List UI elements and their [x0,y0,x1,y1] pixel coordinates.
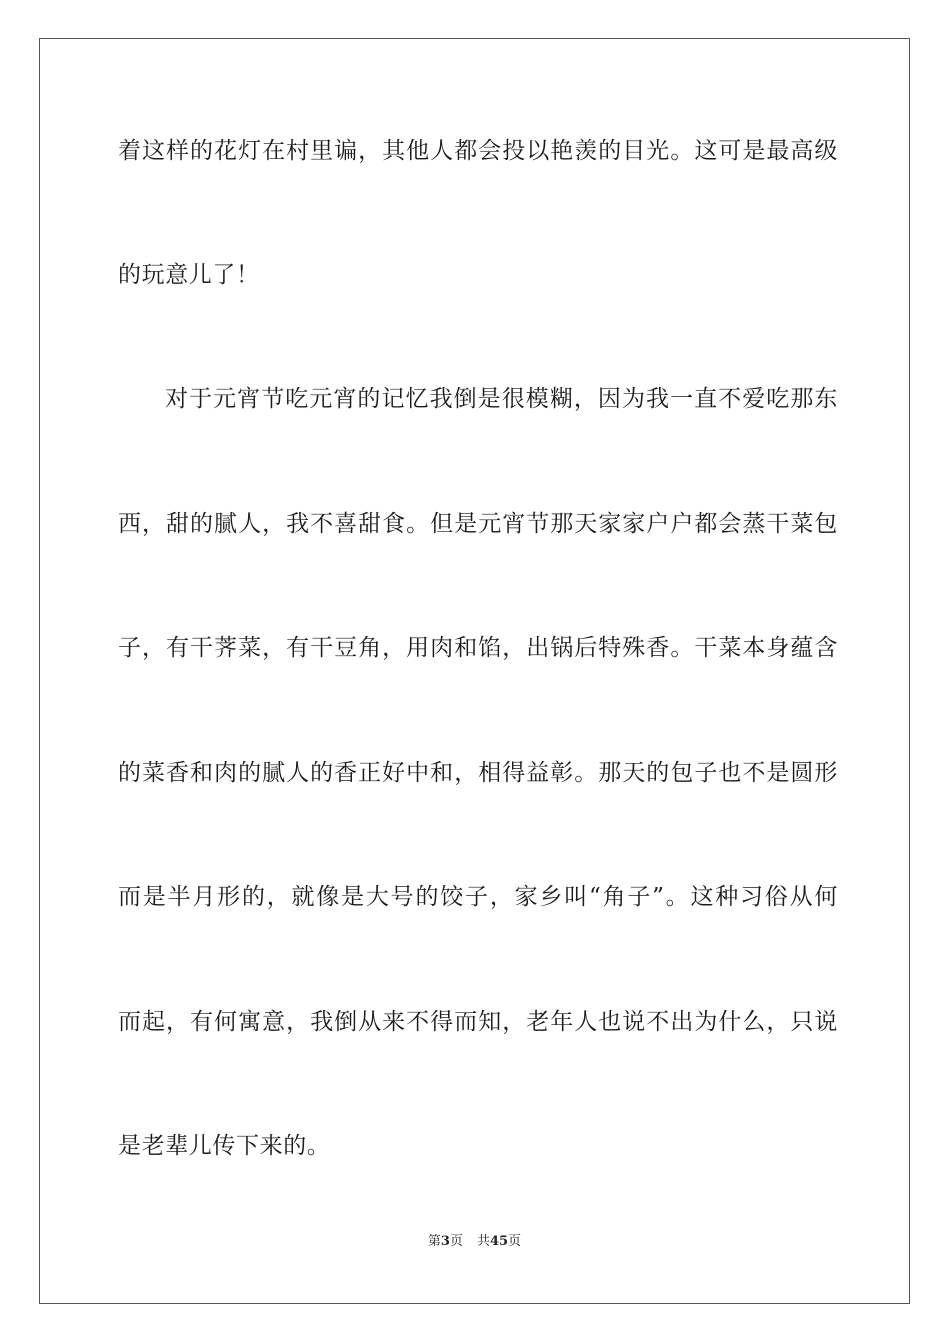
total-prefix: 共 [476,1234,490,1249]
text-line-6: 的菜香和肉的腻人的香正好中和，相得益彰。那天的包子也不是圆形 [118,760,838,786]
text-line-8: 而起，有何寓意，我倒从来不得而知，老年人也说不出为什么，只说 [118,1009,838,1035]
page-footer [40,1234,909,1250]
total-pages: 45 [489,1234,509,1249]
text-line-5: 子，有干荠菜，有干豆角，用肉和馅，出锅后特殊香。干菜本身蕴含 [118,635,838,661]
text-line-1: 着这样的花灯在村里谝，其他人都会投以艳羡的目光。这可是最高级 [118,138,838,164]
document-page [39,38,910,1304]
total-suffix: 页 [508,1234,522,1249]
text-line-2: 的玩意儿了！ [118,262,260,288]
text-line-3: 对于元宵节吃元宵的记忆我倒是很模糊，因为我一直不爱吃那东 [165,386,838,412]
text-line-4: 西，甜的腻人，我不喜甜食。但是元宵节那天家家户户都会蒸干菜包 [118,511,838,537]
text-line-7: 而是半月形的，就像是大号的饺子，家乡叫“角子”。这种习俗从何 [118,884,838,910]
page-number: 3 [440,1234,450,1249]
page-suffix: 页 [449,1234,463,1249]
page-prefix: 第 [427,1234,441,1249]
text-line-9: 是老辈儿传下来的。 [118,1133,331,1159]
